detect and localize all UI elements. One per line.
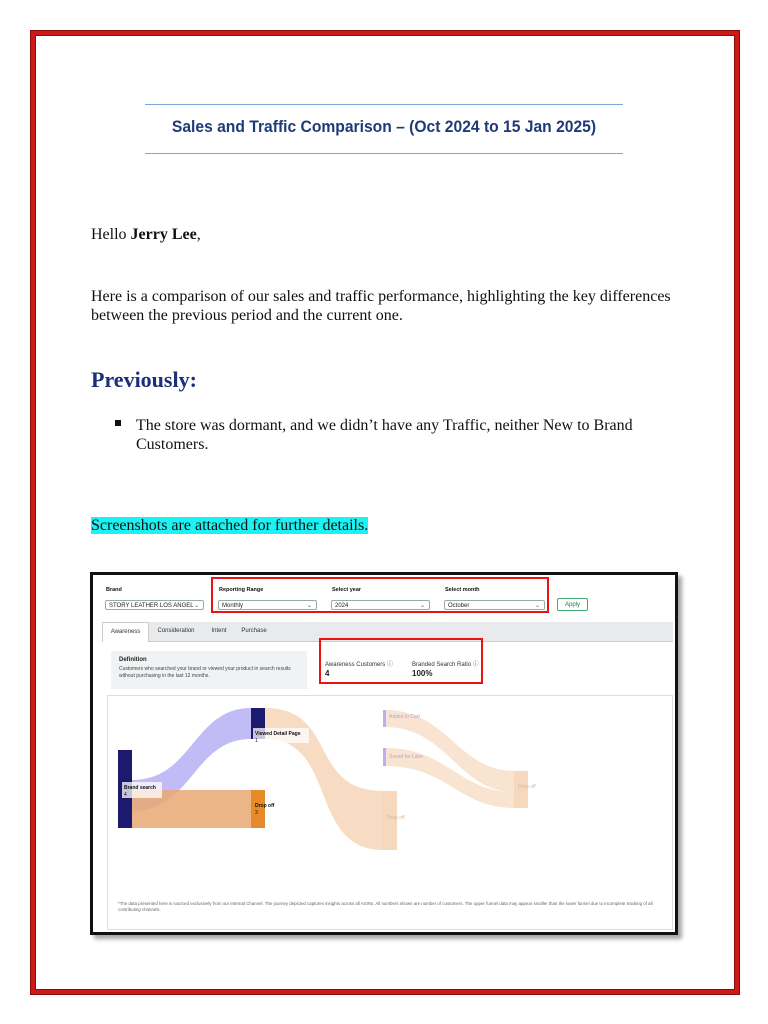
metric-awareness-value: 4 — [325, 669, 330, 678]
chevron-down-icon: ⌄ — [534, 603, 540, 609]
label-drop-off: Drop off — [255, 803, 275, 809]
tab-purchase[interactable]: Purchase — [241, 628, 267, 634]
section-heading: Previously: — [91, 367, 197, 392]
definition-text: Customers who searched your brand or viewed your product in search results without purchasing in the last 12 months. — [119, 666, 291, 679]
funnel-panel — [107, 695, 673, 930]
chevron-down-icon: ⌄ — [306, 603, 312, 609]
funnel-footnote: *The data presented here is sourced exclusively from our Internal Channel. The journey depicted captures insights across all ASINs. All numbers shown are number of customers. The upper funnel data may appear smaller than the lower funnel due to incomplete tracking of all contributing channels. — [118, 901, 653, 912]
chevron-down-icon: ⌄ — [193, 603, 199, 609]
year-label: Select year — [332, 587, 362, 593]
highlight-box-metrics — [319, 638, 483, 684]
bullet-marker — [115, 420, 124, 429]
label-viewed-detail: Viewed Detail Page — [255, 731, 301, 737]
bullet-text: The store was dormant, and we didn’t have any Traffic, neither New to Brand Customers. — [136, 417, 633, 453]
node-saved-for-later — [383, 748, 386, 766]
range-select-value: Monthly — [222, 603, 244, 609]
apply-button[interactable]: Apply — [557, 598, 588, 611]
tab-intent[interactable]: Intent — [211, 628, 227, 634]
recipient-name: Jerry Lee — [130, 226, 197, 243]
node-added-to-cart — [383, 710, 386, 727]
info-icon[interactable]: ⓘ — [386, 662, 393, 668]
metric-branded-value: 100% — [412, 669, 433, 678]
definition-title: Definition — [119, 657, 147, 663]
greeting-suffix: , — [196, 226, 201, 243]
definition-box — [111, 651, 307, 689]
sankey-diagram — [108, 696, 672, 929]
year-select-value: 2024 — [335, 603, 349, 609]
range-label: Reporting Range — [219, 587, 264, 593]
label-drop-off-val: 3 — [255, 810, 258, 816]
label-added-to-cart: Added to Cart — [389, 714, 420, 720]
screenshot-note-text: Screenshots are attached for further details. — [91, 517, 369, 534]
label-brand-search: Brand search — [124, 785, 156, 791]
brand-label: Brand — [106, 587, 122, 593]
tab-consideration[interactable]: Consideration — [157, 628, 195, 634]
brand-select[interactable] — [105, 600, 204, 610]
metric-awareness-label-text: Awareness Customers — [325, 662, 386, 668]
dashboard-screenshot — [90, 572, 678, 935]
tab-awareness[interactable]: Awareness — [102, 622, 149, 642]
screenshot-note — [91, 516, 368, 535]
greeting-prefix: Hello — [91, 226, 131, 243]
intro-paragraph: Here is a comparison of our sales and traffic performance, highlighting the key differences between the previous period and the current one. — [91, 288, 671, 324]
month-label: Select month — [445, 587, 480, 593]
label-brand-search-val: 4 — [124, 792, 127, 798]
label-saved-for-later: Saved for Later — [389, 754, 424, 760]
node-drop-off — [251, 790, 265, 828]
label-viewed-detail-val: 1 — [255, 738, 258, 744]
greeting — [91, 225, 201, 244]
title-rule-bottom — [145, 153, 623, 154]
info-icon[interactable]: ⓘ — [472, 662, 479, 668]
month-select-value: October — [448, 603, 470, 609]
title-rule-top — [145, 104, 623, 105]
label-drop-off-3: Drop off — [518, 784, 536, 790]
chevron-down-icon: ⌄ — [419, 603, 425, 609]
highlight-box-filters — [211, 577, 549, 613]
document-title: Sales and Traffic Comparison – (Oct 2024 to 15 Jan 2025) — [171, 117, 597, 136]
brand-select-value: STORY LEATHER LOS ANGEL — [109, 603, 194, 609]
metric-branded-label-text: Branded Search Ratio — [412, 662, 472, 668]
label-drop-off-2: Drop off — [387, 815, 405, 821]
